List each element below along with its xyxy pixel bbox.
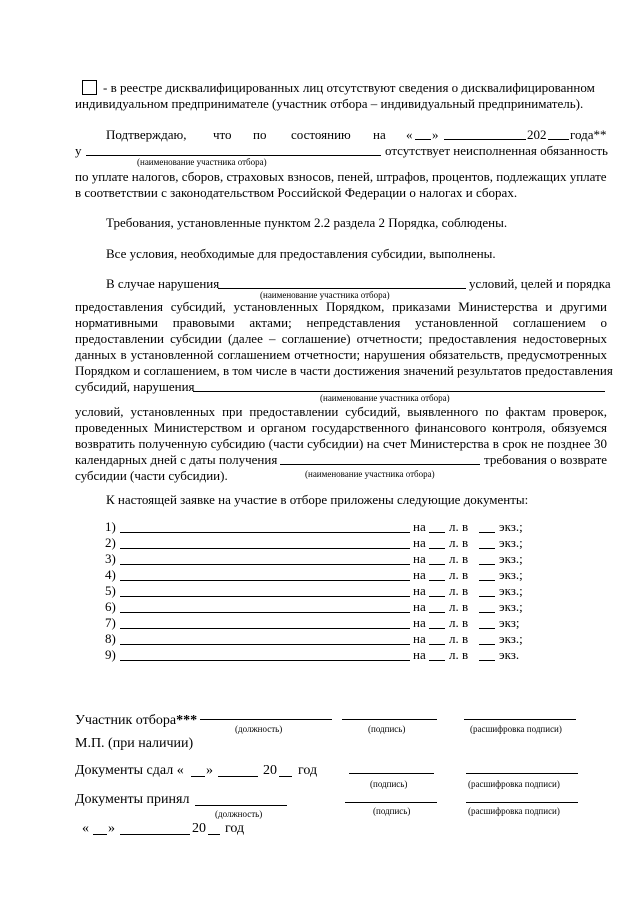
- attachment-row: [105, 567, 545, 583]
- attachment-title-field[interactable]: [120, 628, 410, 629]
- attachment-sheets-field[interactable]: [429, 628, 445, 629]
- violation-participant-field[interactable]: [218, 288, 466, 289]
- attachment-row: [105, 551, 545, 567]
- attachment-row: [105, 599, 545, 615]
- obligation-line: в соответствии с законодательством Российской Федерации о налогах и сборах.: [75, 185, 518, 200]
- checkbox-statement-cont: индивидуальном предпринимателе (участник отбора – индивидуальный предприниматель).: [75, 96, 584, 111]
- handed-day-field[interactable]: [191, 776, 205, 777]
- violation-caption: (наименование участника отбора): [320, 393, 450, 403]
- attachment-copies-field[interactable]: [479, 660, 495, 661]
- attachment-copies-label: экз;: [499, 615, 520, 630]
- handed-year-prefix: 20: [263, 763, 277, 778]
- participant-decoding-field[interactable]: [464, 719, 576, 720]
- attachment-na: на: [413, 583, 426, 598]
- attachment-sheets-label: л. в: [449, 647, 469, 662]
- handed-year-field[interactable]: [279, 776, 292, 777]
- attachment-sheets-label: л. в: [449, 567, 469, 582]
- conditions-statement: Все условия, необходимые для предоставления субсидии, выполнены.: [106, 246, 496, 261]
- attachment-row: [105, 647, 545, 663]
- accepted-day-field[interactable]: [93, 834, 107, 835]
- confirm-word: по: [253, 127, 267, 142]
- violation-line: возвратить полученную субсидию (части субсидии) на счет Министерства в срок не позднее 30: [75, 436, 607, 451]
- date-open-quote: «: [406, 127, 413, 142]
- attachment-copies-label: экз.;: [499, 519, 523, 534]
- attachment-sheets-field[interactable]: [429, 644, 445, 645]
- attachment-na: на: [413, 615, 426, 630]
- attachment-copies-field[interactable]: [479, 628, 495, 629]
- attachment-copies-field[interactable]: [479, 596, 495, 597]
- attachment-sheets-label: л. в: [449, 551, 469, 566]
- attachment-sheets-field[interactable]: [429, 580, 445, 581]
- position-caption: (должность): [235, 724, 283, 734]
- attachment-copies-field[interactable]: [479, 564, 495, 565]
- violation-line: условий, установленных при предоставлении субсидий, выявленного по фактам проверок,: [75, 404, 607, 419]
- attachment-copies-field[interactable]: [479, 644, 495, 645]
- attachment-sheets-label: л. в: [449, 535, 469, 550]
- attachment-number: 2): [105, 535, 116, 550]
- attachments-intro: К настоящей заявке на участие в отборе приложены следующие документы:: [106, 492, 529, 507]
- decoding-caption: (расшифровка подписи): [468, 806, 560, 816]
- violation-line: требования о возврате: [484, 452, 608, 467]
- attachment-sheets-field[interactable]: [429, 612, 445, 613]
- participant-label-text: Участник отбора: [75, 713, 177, 728]
- attachment-row: [105, 615, 545, 631]
- position-caption: (должность): [215, 809, 263, 819]
- attachment-copies-label: экз.;: [499, 583, 523, 598]
- attachment-title-field[interactable]: [120, 564, 410, 565]
- attachment-number: 8): [105, 631, 116, 646]
- attachment-copies-label: экз.;: [499, 551, 523, 566]
- attachment-number: 6): [105, 599, 116, 614]
- violation-caption: (наименование участника отбора): [305, 469, 435, 479]
- accepted-year-prefix: 20: [192, 821, 206, 836]
- accepted-position-field[interactable]: [195, 805, 287, 806]
- violation-caption: (наименование участника отбора): [260, 290, 390, 300]
- participant-signature-field[interactable]: [342, 719, 437, 720]
- attachment-sheets-field[interactable]: [429, 548, 445, 549]
- attachment-copies-label: экз.;: [499, 631, 523, 646]
- handed-label: Документы сдал «: [75, 763, 184, 778]
- attachment-number: 4): [105, 567, 116, 582]
- participant-footnote-mark: ***: [176, 713, 198, 728]
- attachment-copies-label: экз.;: [499, 567, 523, 582]
- handed-signature-field[interactable]: [349, 773, 434, 774]
- attachment-title-field[interactable]: [120, 532, 410, 533]
- violation-line: субсидий, нарушения: [75, 379, 195, 394]
- attachment-title-field[interactable]: [120, 612, 410, 613]
- attachment-sheets-field[interactable]: [429, 564, 445, 565]
- attachment-na: на: [413, 647, 426, 662]
- confirm-word: состоянию: [291, 127, 351, 142]
- violation-line: нормативными правовыми актами; непредставления установленной соглашением о: [75, 315, 607, 330]
- date-year-suffix: года**: [570, 127, 607, 142]
- date-year-prefix: 202: [527, 127, 547, 142]
- preposition-u: у: [75, 143, 82, 158]
- accepted-decoding-field[interactable]: [466, 802, 578, 803]
- attachment-copies-label: экз.;: [499, 599, 523, 614]
- violation-participant-field-3[interactable]: [280, 464, 480, 465]
- date-day-field[interactable]: [415, 139, 431, 140]
- attachment-title-field[interactable]: [120, 548, 410, 549]
- confirm-word: на: [373, 127, 386, 142]
- attachment-title-field[interactable]: [120, 644, 410, 645]
- accepted-signature-field[interactable]: [345, 802, 437, 803]
- accepted-date-open: «: [82, 821, 89, 836]
- requirements-statement: Требования, установленные пунктом 2.2 раздела 2 Порядка, соблюдены.: [106, 215, 508, 230]
- violation-line: календарных дней с даты получения: [75, 452, 278, 467]
- date-month-field[interactable]: [444, 139, 526, 140]
- confirm-word: Подтверждаю,: [106, 127, 187, 142]
- participant-label: [75, 713, 197, 729]
- attachment-na: на: [413, 535, 426, 550]
- attachment-copies-label: экз.: [499, 647, 520, 662]
- attachment-na: на: [413, 519, 426, 534]
- attachment-sheets-field[interactable]: [429, 532, 445, 533]
- attachment-row: [105, 583, 545, 599]
- attachment-sheets-label: л. в: [449, 583, 469, 598]
- attachment-sheets-label: л. в: [449, 631, 469, 646]
- attachment-sheets-label: л. в: [449, 599, 469, 614]
- attachment-title-field[interactable]: [120, 660, 410, 661]
- violation-line: субсидии (части субсидии).: [75, 468, 228, 483]
- handed-close-quote: »: [206, 763, 213, 778]
- attachment-na: на: [413, 567, 426, 582]
- violation-participant-field-2[interactable]: [193, 391, 605, 392]
- attachment-row: [105, 519, 545, 535]
- violation-line: данных в установленной соглашением отчетности; нарушения обязательств, предусмотренных: [75, 347, 607, 362]
- attachment-title-field[interactable]: [120, 596, 410, 597]
- participant-position-field[interactable]: [200, 719, 332, 720]
- attachment-number: 3): [105, 551, 116, 566]
- attachment-number: 7): [105, 615, 116, 630]
- stamp-label: М.П. (при наличии): [75, 736, 194, 751]
- obligation-line: по уплате налогов, сборов, страховых взносов, пеней, штрафов, процентов, подлежащих уплате: [75, 169, 607, 184]
- handed-month-field[interactable]: [218, 776, 258, 777]
- attachment-na: на: [413, 551, 426, 566]
- signature-caption: (подпись): [373, 806, 411, 816]
- handed-decoding-field[interactable]: [466, 773, 578, 774]
- violation-line: проведенных Министерством и органом государственного финансового контроля, обязуемся: [75, 420, 607, 435]
- attachment-sheets-label: л. в: [449, 615, 469, 630]
- obligation-tail: отсутствует неисполненная обязанность: [385, 143, 608, 158]
- attachment-copies-field[interactable]: [479, 532, 495, 533]
- attachment-na: на: [413, 631, 426, 646]
- attachment-number: 5): [105, 583, 116, 598]
- accepted-year-field[interactable]: [208, 834, 220, 835]
- attachment-row: [105, 535, 545, 551]
- attachment-number: 9): [105, 647, 116, 662]
- violation-line: предоставлении субсидии (далее – соглашение) отчетности; предоставления недостоверных: [75, 331, 607, 346]
- date-close-quote: »: [432, 127, 439, 142]
- attachment-sheets-field[interactable]: [429, 660, 445, 661]
- attachment-number: 1): [105, 519, 116, 534]
- decoding-caption: (расшифровка подписи): [468, 779, 560, 789]
- attachment-sheets-field[interactable]: [429, 596, 445, 597]
- attachment-title-field[interactable]: [120, 580, 410, 581]
- confirm-word: что: [213, 127, 232, 142]
- signature-caption: (подпись): [370, 779, 408, 789]
- accepted-label: Документы принял: [75, 792, 190, 807]
- attachment-row: [105, 631, 545, 647]
- decoding-caption: (расшифровка подписи): [470, 724, 562, 734]
- attachment-copies-label: экз.;: [499, 535, 523, 550]
- accepted-date-close: »: [108, 821, 115, 836]
- participant-name-caption: (наименование участника отбора): [137, 157, 267, 167]
- accepted-month-field[interactable]: [120, 834, 190, 835]
- attachment-copies-field[interactable]: [479, 548, 495, 549]
- checkbox-statement: - в реестре дисквалифицированных лиц отсутствуют сведения о дисквалифицированном: [103, 80, 595, 95]
- attachment-sheets-label: л. в: [449, 519, 469, 534]
- attachment-na: на: [413, 599, 426, 614]
- attachment-copies-field[interactable]: [479, 580, 495, 581]
- accepted-year-word: год: [225, 821, 245, 836]
- attachment-copies-field[interactable]: [479, 612, 495, 613]
- date-year-field[interactable]: [548, 139, 569, 140]
- violation-start: В случае нарушения: [106, 276, 220, 291]
- violation-line: предоставления субсидий, установленных Порядком, приказами Министерства и другими: [75, 299, 607, 314]
- participant-name-field[interactable]: [86, 155, 381, 156]
- disqualified-registry-checkbox[interactable]: [82, 80, 97, 95]
- violation-line: Порядком и соглашением, в том числе в части достижения значений результатов предоставления: [75, 363, 613, 378]
- violation-end: условий, целей и порядка: [469, 276, 611, 291]
- handed-year-word: год: [298, 763, 318, 778]
- signature-caption: (подпись): [368, 724, 406, 734]
